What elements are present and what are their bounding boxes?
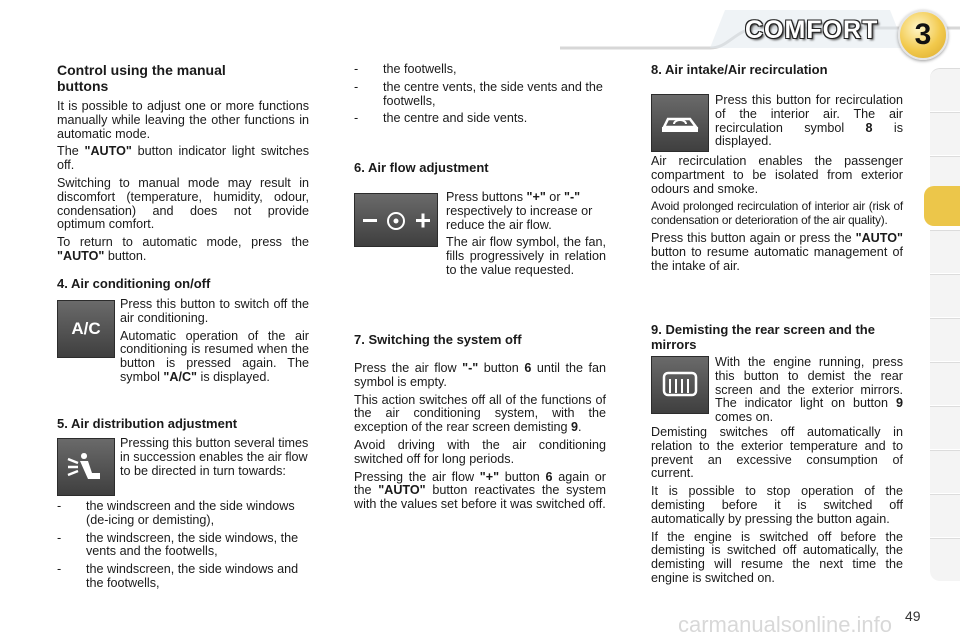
side-tab-9[interactable]: [930, 450, 960, 493]
chapter-badge: [898, 10, 948, 60]
distribution-list-continued: [354, 63, 606, 130]
paragraph: Press this button again or press the "AUTO" button to resume automatic management of the intake of air.: [651, 230, 903, 273]
paragraph: Demisting switches off automatically in relation to the exterior temperature and to prevent an excessive consumption of current.: [651, 425, 903, 481]
section-heading-recirculation: 8. Air intake/Air recirculation: [651, 62, 828, 77]
paragraph: Pressing the air flow "+" button 6 again or the "AUTO" button reactivates the system with the values set before it was switched off.: [354, 469, 606, 512]
recirculation-button-icon: [651, 94, 709, 152]
car-recirculation-icon: [652, 95, 708, 151]
air-distribution-icon: [57, 438, 115, 496]
paragraph: Switching to manual mode may result in discomfort (temperature, humidity, odour, condensation) and does not provide optimum comfort.: [57, 175, 309, 232]
ac-description: [120, 298, 309, 389]
section-heading-ac: 4. Air conditioning on/off: [57, 276, 211, 291]
demisting-text: [651, 426, 903, 590]
header-bar: [560, 0, 960, 62]
paragraph: Avoid driving with the air conditioning switched off for long periods.: [354, 437, 606, 466]
paragraph: It is possible to stop operation of the demisting before it is switched off automatically by pressing the button again.: [651, 484, 903, 526]
paragraph: Avoid prolonged recirculation of interior air (risk of condensation or deterioration of the air quality).: [651, 199, 903, 228]
ac-button-icon: A/C: [57, 300, 115, 358]
column-1: [57, 62, 309, 268]
paragraph: It is possible to adjust one or more functions manually while leaving the other functions in automatic mode.: [57, 99, 309, 141]
seat-airflow-icon: [58, 439, 114, 495]
section-heading-switch-off: 7. Switching the system off: [354, 332, 522, 347]
demisting-description: [715, 356, 903, 429]
side-tab-5[interactable]: [930, 274, 960, 317]
list-item: - the centre and side vents.: [354, 112, 606, 126]
airflow-button-icon: [354, 193, 438, 247]
list-item: - the windscreen, the side windows and the footwells,: [57, 563, 309, 591]
paragraph: Press this button to switch off the air conditioning.: [120, 297, 309, 325]
paragraph: Press the air flow "-" button 6 until the fan symbol is empty.: [354, 361, 606, 389]
paragraph: To return to automatic mode, press the "AUTO" button.: [57, 235, 309, 263]
side-tab-8[interactable]: [930, 406, 960, 449]
chapter-title: COMFORT: [745, 16, 879, 44]
side-tab-10[interactable]: [930, 494, 960, 537]
fan-plus-minus-icon: [355, 194, 437, 246]
list-item: - the centre vents, the side vents and the footwells,: [354, 81, 606, 109]
paragraph: The "AUTO" button indicator light switches off.: [57, 144, 309, 173]
list-item: - the footwells,: [354, 63, 606, 77]
demisting-button-icon: [651, 356, 709, 414]
paragraph: Automatic operation of the air conditioning is resumed when the button is pressed again. The symbol "A/C" is displayed.: [120, 328, 309, 384]
side-tab-11[interactable]: [930, 538, 960, 581]
distribution-list: [57, 500, 309, 595]
side-tab-active[interactable]: [924, 186, 960, 226]
side-tab-7[interactable]: [930, 362, 960, 405]
paragraph: Air recirculation enables the passenger compartment to be isolated from exterior odours and smoke.: [651, 154, 903, 196]
section-heading-manual: Control using the manual buttons: [57, 62, 226, 94]
side-tab-6[interactable]: [930, 318, 960, 361]
side-tab-1[interactable]: [930, 68, 960, 111]
section-heading-distribution: 5. Air distribution adjustment: [57, 416, 238, 431]
side-tab-2[interactable]: [930, 112, 960, 155]
distribution-description: [120, 437, 309, 482]
chapter-number: 3: [914, 18, 932, 51]
rear-demist-icon: [652, 357, 708, 413]
paragraph: If the engine is switched off before the demisting is switched off automatically, the demisting will resume the next time the engine is switched on.: [651, 529, 903, 585]
side-tab-4[interactable]: [930, 230, 960, 273]
recirculation-description: [715, 94, 903, 153]
paragraph: With the engine running, press this button to demist the rear screen and the exterior mirrors. The indicator light on button 9 comes on.: [715, 355, 903, 425]
paragraph: This action switches off all of the functions of the air conditioning system, with the exception of the rear screen demisting 9.: [354, 392, 606, 435]
airflow-description: [446, 191, 606, 282]
watermark: carmanualsonline.info: [678, 612, 893, 637]
switch-off-text: [354, 362, 606, 516]
list-item: - the windscreen, the side windows, the vents and the footwells,: [57, 532, 309, 560]
list-item: - the windscreen and the side windows (de-icing or demisting),: [57, 500, 309, 528]
section-heading-airflow: 6. Air flow adjustment: [354, 160, 489, 175]
paragraph: Press buttons "+" or "-" respectively to increase or reduce the air flow.: [446, 190, 593, 232]
page-number: 49: [905, 608, 921, 624]
paragraph: The air flow symbol, the fan, fills progressively in relation to the value requested.: [446, 235, 606, 277]
section-heading-demisting: 9. Demisting the rear screen and the mirrors: [651, 322, 875, 352]
paragraph: Pressing this button several times in succession enables the air flow to be directed in turn towards:: [120, 436, 309, 478]
paragraph: Press this button for recirculation of the interior air. The air recirculation symbol 8 is displayed.: [715, 93, 903, 149]
recirculation-text: [651, 155, 903, 277]
